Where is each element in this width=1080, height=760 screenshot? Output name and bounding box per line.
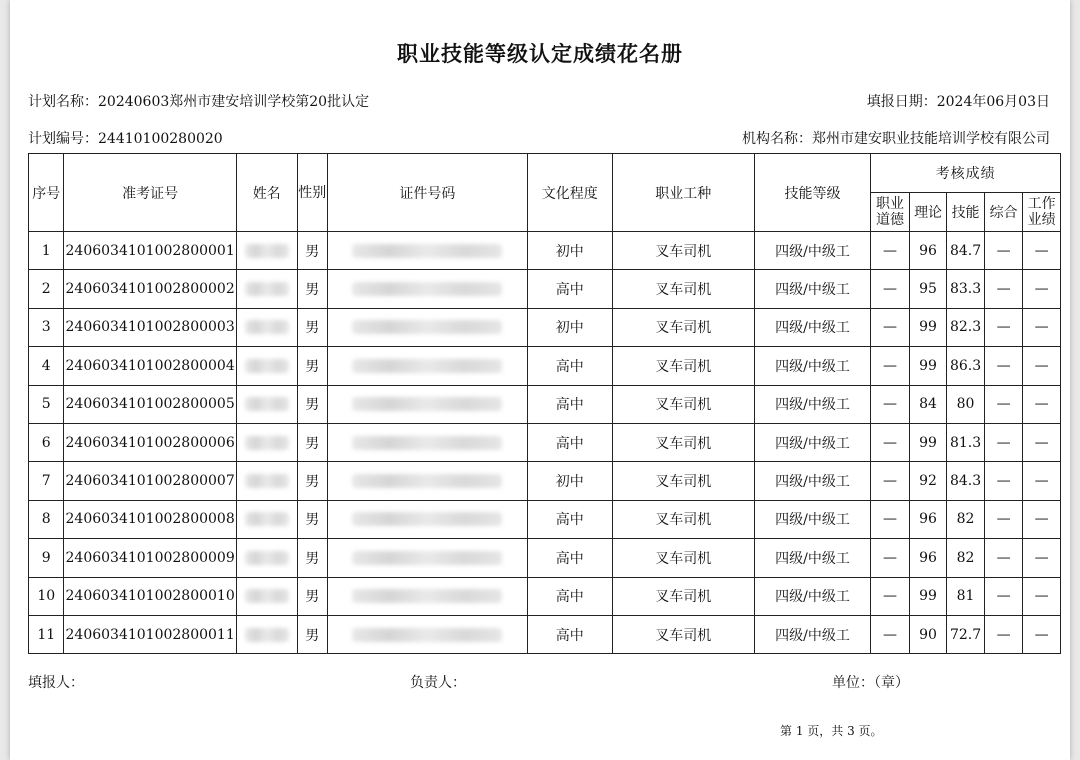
header-id-no: 证件号码 bbox=[328, 154, 528, 232]
redacted-name bbox=[245, 628, 289, 642]
redacted-id-number bbox=[352, 397, 502, 411]
cell-theory: 84 bbox=[909, 385, 947, 423]
plan-number bbox=[28, 128, 223, 148]
cell-theory: 99 bbox=[909, 308, 947, 346]
cell-education: 初中 bbox=[527, 462, 612, 500]
header-name: 姓名 bbox=[236, 154, 297, 232]
cell-gender: 男 bbox=[297, 615, 327, 653]
cell-skill: 84.7 bbox=[947, 232, 985, 270]
cell-skill-level: 四级/中级工 bbox=[754, 423, 871, 461]
header-scores: 考核成绩 bbox=[871, 154, 1061, 193]
cell-theory: 99 bbox=[909, 423, 947, 461]
cell-education: 高中 bbox=[527, 270, 612, 308]
cell-seq: 11 bbox=[29, 615, 64, 653]
cell-exam-no: 2406034101002800008 bbox=[64, 500, 236, 538]
cell-occupation: 叉车司机 bbox=[612, 462, 754, 500]
responsible-label: 负责人： bbox=[410, 675, 466, 691]
cell-gender: 男 bbox=[297, 308, 327, 346]
cell-gender: 男 bbox=[297, 539, 327, 577]
table-row bbox=[29, 615, 1061, 653]
header-skill: 技能 bbox=[947, 193, 985, 232]
cell-education: 高中 bbox=[527, 385, 612, 423]
cell-theory: 99 bbox=[909, 577, 947, 615]
cell-name bbox=[236, 347, 297, 385]
cell-name bbox=[236, 423, 297, 461]
table-row bbox=[29, 539, 1061, 577]
cell-id-no bbox=[328, 615, 528, 653]
redacted-name bbox=[245, 474, 289, 488]
cell-ethics: — bbox=[871, 423, 910, 461]
cell-seq: 9 bbox=[29, 539, 64, 577]
cell-name bbox=[236, 615, 297, 653]
cell-composite: — bbox=[984, 347, 1023, 385]
cell-skill: 72.7 bbox=[947, 615, 985, 653]
cell-seq: 7 bbox=[29, 462, 64, 500]
cell-seq: 2 bbox=[29, 270, 64, 308]
redacted-name bbox=[245, 282, 289, 296]
cell-ethics: — bbox=[871, 232, 910, 270]
cell-theory: 95 bbox=[909, 270, 947, 308]
cell-occupation: 叉车司机 bbox=[612, 385, 754, 423]
fill-date-value: 2024年06月03日 bbox=[936, 94, 1050, 110]
cell-skill: 82 bbox=[947, 500, 985, 538]
cell-education: 高中 bbox=[527, 347, 612, 385]
cell-skill: 81.3 bbox=[947, 423, 985, 461]
cell-education: 高中 bbox=[527, 500, 612, 538]
organization-label: 机构名称： bbox=[742, 131, 812, 147]
cell-occupation: 叉车司机 bbox=[612, 270, 754, 308]
cell-skill: 82 bbox=[947, 539, 985, 577]
page-info: 第 1 页，共 3 页。 bbox=[780, 724, 883, 738]
table-row bbox=[29, 462, 1061, 500]
cell-name bbox=[236, 385, 297, 423]
cell-id-no bbox=[328, 347, 528, 385]
cell-exam-no: 2406034101002800004 bbox=[64, 347, 236, 385]
cell-exam-no: 2406034101002800007 bbox=[64, 462, 236, 500]
cell-id-no bbox=[328, 385, 528, 423]
cell-seq: 6 bbox=[29, 423, 64, 461]
cell-skill-level: 四级/中级工 bbox=[754, 308, 871, 346]
cell-education: 高中 bbox=[527, 577, 612, 615]
cell-exam-no: 2406034101002800002 bbox=[64, 270, 236, 308]
cell-seq: 3 bbox=[29, 308, 64, 346]
plan-name-label: 计划名称： bbox=[28, 94, 98, 110]
redacted-name bbox=[245, 397, 289, 411]
cell-id-no bbox=[328, 270, 528, 308]
cell-education: 初中 bbox=[527, 232, 612, 270]
cell-education: 高中 bbox=[527, 615, 612, 653]
cell-work-performance: — bbox=[1023, 577, 1061, 615]
cell-skill-level: 四级/中级工 bbox=[754, 385, 871, 423]
cell-theory: 99 bbox=[909, 347, 947, 385]
cell-theory: 96 bbox=[909, 232, 947, 270]
cell-skill-level: 四级/中级工 bbox=[754, 500, 871, 538]
cell-occupation: 叉车司机 bbox=[612, 577, 754, 615]
cell-ethics: — bbox=[871, 462, 910, 500]
cell-skill-level: 四级/中级工 bbox=[754, 232, 871, 270]
cell-exam-no: 2406034101002800001 bbox=[64, 232, 236, 270]
header-occupation: 职业工种 bbox=[612, 154, 754, 232]
cell-gender: 男 bbox=[297, 462, 327, 500]
cell-composite: — bbox=[984, 308, 1023, 346]
plan-name-value: 20240603郑州市建安培训学校第20批认定 bbox=[98, 94, 370, 110]
cell-id-no bbox=[328, 423, 528, 461]
cell-gender: 男 bbox=[297, 232, 327, 270]
redacted-name bbox=[245, 359, 289, 373]
cell-education: 高中 bbox=[527, 423, 612, 461]
cell-gender: 男 bbox=[297, 500, 327, 538]
plan-number-value: 24410100280020 bbox=[98, 131, 223, 147]
cell-education: 高中 bbox=[527, 539, 612, 577]
cell-skill-level: 四级/中级工 bbox=[754, 270, 871, 308]
cell-ethics: — bbox=[871, 308, 910, 346]
cell-occupation: 叉车司机 bbox=[612, 232, 754, 270]
table-row bbox=[29, 270, 1061, 308]
header-exam-no: 准考证号 bbox=[64, 154, 236, 232]
organization-value: 郑州市建安职业技能培训学校有限公司 bbox=[812, 131, 1050, 147]
cell-skill: 82.3 bbox=[947, 308, 985, 346]
header-education: 文化程度 bbox=[527, 154, 612, 232]
cell-occupation: 叉车司机 bbox=[612, 615, 754, 653]
redacted-name bbox=[245, 551, 289, 565]
cell-gender: 男 bbox=[297, 385, 327, 423]
cell-name bbox=[236, 270, 297, 308]
cell-composite: — bbox=[984, 232, 1023, 270]
score-roster-table bbox=[28, 153, 1061, 654]
cell-composite: — bbox=[984, 615, 1023, 653]
cell-theory: 90 bbox=[909, 615, 947, 653]
plan-name bbox=[28, 91, 369, 111]
table-row bbox=[29, 577, 1061, 615]
header-work-performance: 工作业绩 bbox=[1023, 193, 1061, 232]
cell-work-performance: — bbox=[1023, 615, 1061, 653]
table-row bbox=[29, 308, 1061, 346]
cell-ethics: — bbox=[871, 577, 910, 615]
organization bbox=[742, 128, 1050, 148]
cell-gender: 男 bbox=[297, 577, 327, 615]
table-row bbox=[29, 385, 1061, 423]
cell-work-performance: — bbox=[1023, 385, 1061, 423]
cell-ethics: — bbox=[871, 539, 910, 577]
cell-exam-no: 2406034101002800011 bbox=[64, 615, 236, 653]
cell-skill-level: 四级/中级工 bbox=[754, 539, 871, 577]
cell-skill: 84.3 bbox=[947, 462, 985, 500]
redacted-id-number bbox=[352, 512, 502, 526]
redacted-id-number bbox=[352, 474, 502, 488]
cell-exam-no: 2406034101002800010 bbox=[64, 577, 236, 615]
cell-occupation: 叉车司机 bbox=[612, 539, 754, 577]
cell-id-no bbox=[328, 462, 528, 500]
redacted-name bbox=[245, 512, 289, 526]
cell-name bbox=[236, 500, 297, 538]
cell-seq: 10 bbox=[29, 577, 64, 615]
cell-gender: 男 bbox=[297, 423, 327, 461]
cell-skill: 83.3 bbox=[947, 270, 985, 308]
cell-work-performance: — bbox=[1023, 232, 1061, 270]
cell-composite: — bbox=[984, 539, 1023, 577]
table-row bbox=[29, 232, 1061, 270]
cell-name bbox=[236, 462, 297, 500]
cell-skill-level: 四级/中级工 bbox=[754, 462, 871, 500]
document-page bbox=[10, 0, 1070, 760]
header-gender: 性别 bbox=[297, 154, 327, 232]
header-theory: 理论 bbox=[909, 193, 947, 232]
cell-composite: — bbox=[984, 385, 1023, 423]
redacted-id-number bbox=[352, 551, 502, 565]
cell-occupation: 叉车司机 bbox=[612, 423, 754, 461]
cell-work-performance: — bbox=[1023, 347, 1061, 385]
cell-theory: 96 bbox=[909, 539, 947, 577]
cell-gender: 男 bbox=[297, 270, 327, 308]
cell-ethics: — bbox=[871, 500, 910, 538]
cell-exam-no: 2406034101002800003 bbox=[64, 308, 236, 346]
cell-ethics: — bbox=[871, 385, 910, 423]
cell-composite: — bbox=[984, 577, 1023, 615]
cell-name bbox=[236, 539, 297, 577]
cell-work-performance: — bbox=[1023, 308, 1061, 346]
redacted-id-number bbox=[352, 244, 502, 258]
redacted-id-number bbox=[352, 282, 502, 296]
redacted-id-number bbox=[352, 436, 502, 450]
cell-seq: 1 bbox=[29, 232, 64, 270]
table-row bbox=[29, 347, 1061, 385]
cell-composite: — bbox=[984, 500, 1023, 538]
redacted-id-number bbox=[352, 628, 502, 642]
cell-skill-level: 四级/中级工 bbox=[754, 577, 871, 615]
plan-number-label: 计划编号： bbox=[28, 131, 98, 147]
cell-work-performance: — bbox=[1023, 270, 1061, 308]
document-title: 职业技能等级认定成绩花名册 bbox=[397, 42, 683, 66]
cell-occupation: 叉车司机 bbox=[612, 500, 754, 538]
redacted-name bbox=[245, 589, 289, 603]
header-skill-level: 技能等级 bbox=[754, 154, 871, 232]
redacted-id-number bbox=[352, 589, 502, 603]
unit-seal-label: 单位：（章） bbox=[832, 675, 909, 691]
cell-id-no bbox=[328, 308, 528, 346]
cell-name bbox=[236, 232, 297, 270]
header-ethics: 职业道德 bbox=[871, 193, 910, 232]
table-row bbox=[29, 423, 1061, 461]
cell-skill-level: 四级/中级工 bbox=[754, 347, 871, 385]
cell-work-performance: — bbox=[1023, 423, 1061, 461]
cell-id-no bbox=[328, 500, 528, 538]
reporter-label: 填报人： bbox=[28, 675, 84, 691]
redacted-id-number bbox=[352, 359, 502, 373]
cell-composite: — bbox=[984, 462, 1023, 500]
cell-gender: 男 bbox=[297, 347, 327, 385]
cell-id-no bbox=[328, 577, 528, 615]
cell-name bbox=[236, 577, 297, 615]
cell-skill: 80 bbox=[947, 385, 985, 423]
cell-id-no bbox=[328, 539, 528, 577]
redacted-name bbox=[245, 436, 289, 450]
redacted-id-number bbox=[352, 320, 502, 334]
cell-skill: 81 bbox=[947, 577, 985, 615]
cell-seq: 5 bbox=[29, 385, 64, 423]
cell-skill: 86.3 bbox=[947, 347, 985, 385]
redacted-name bbox=[245, 320, 289, 334]
cell-name bbox=[236, 308, 297, 346]
cell-education: 初中 bbox=[527, 308, 612, 346]
fill-date bbox=[867, 91, 1050, 111]
table-row bbox=[29, 500, 1061, 538]
cell-seq: 8 bbox=[29, 500, 64, 538]
cell-composite: — bbox=[984, 423, 1023, 461]
cell-work-performance: — bbox=[1023, 462, 1061, 500]
cell-work-performance: — bbox=[1023, 500, 1061, 538]
header-seq: 序号 bbox=[29, 154, 64, 232]
cell-ethics: — bbox=[871, 615, 910, 653]
cell-ethics: — bbox=[871, 270, 910, 308]
cell-occupation: 叉车司机 bbox=[612, 347, 754, 385]
cell-seq: 4 bbox=[29, 347, 64, 385]
cell-theory: 92 bbox=[909, 462, 947, 500]
redacted-name bbox=[245, 244, 289, 258]
cell-exam-no: 2406034101002800006 bbox=[64, 423, 236, 461]
cell-work-performance: — bbox=[1023, 539, 1061, 577]
cell-occupation: 叉车司机 bbox=[612, 308, 754, 346]
fill-date-label: 填报日期： bbox=[866, 94, 937, 110]
cell-theory: 96 bbox=[909, 500, 947, 538]
cell-exam-no: 2406034101002800009 bbox=[64, 539, 236, 577]
header-composite: 综合 bbox=[984, 193, 1023, 232]
roster-body bbox=[29, 232, 1061, 654]
cell-exam-no: 2406034101002800005 bbox=[64, 385, 236, 423]
cell-id-no bbox=[328, 232, 528, 270]
cell-skill-level: 四级/中级工 bbox=[754, 615, 871, 653]
cell-composite: — bbox=[984, 270, 1023, 308]
cell-ethics: — bbox=[871, 347, 910, 385]
